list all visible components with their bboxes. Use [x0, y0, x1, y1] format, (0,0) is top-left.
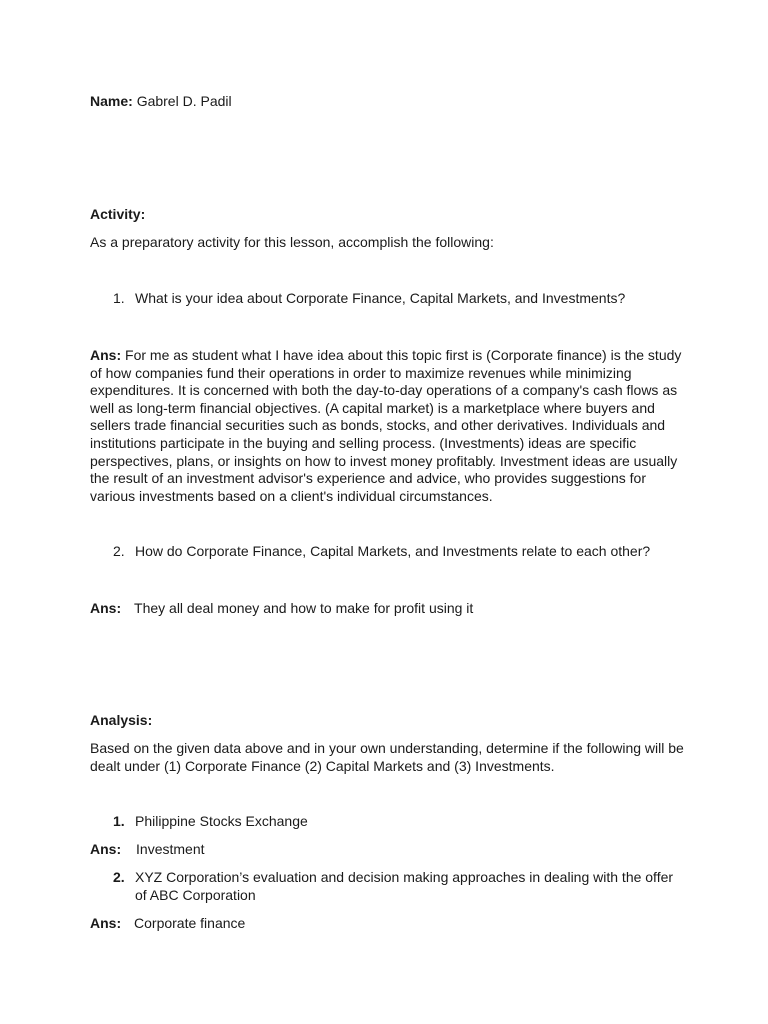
analysis-item-2-line: of ABC Corporation — [135, 886, 256, 903]
analysis-heading: Analysis: — [90, 712, 153, 728]
answer-1-line: institutions participate in the buying and selling process. (Investments) ideas are specific — [90, 434, 637, 451]
analysis-answer-2-text: Corporate finance — [134, 915, 246, 931]
analysis-item-1-number: 1. — [113, 813, 125, 829]
analysis-answer-2-label: Ans: — [90, 915, 122, 931]
answer-1-line: expenditures. It is concerned with both the day-to-day operations of a company's cash flows as — [90, 382, 678, 399]
name-value: Gabrel D. Padil — [136, 93, 232, 109]
analysis-item-2-line: XYZ Corporation’s evaluation and decision making approaches in dealing with the offer — [135, 869, 674, 885]
question-1-text: What is your idea about Corporate Finance, Capital Markets, and Investments? — [135, 290, 626, 306]
question-2-number: 2. — [113, 543, 125, 559]
analysis-item-2-number: 2. — [113, 869, 125, 885]
answer-1-line: the result of an investment advisor's experience and advice, who provides suggestions for — [90, 470, 646, 487]
activity-intro: As a preparatory activity for this lesson, accomplish the following: — [90, 234, 494, 250]
activity-heading: Activity: — [90, 206, 146, 222]
analysis-answer-2 — [90, 915, 690, 933]
answer-1-line: For me as student what I have idea about this topic first is (Corporate finance) is the study — [121, 347, 682, 363]
answer-1-line: perspectives, plans, or insights on how to invest money profitably. Investment ideas are usually — [90, 452, 678, 469]
analysis-answer-1-text: Investment — [136, 841, 205, 857]
answer-1-line: sellers trade financial securities such as bonds, stocks, and other derivatives. Individuals and — [90, 417, 666, 434]
answer-1-label: Ans: — [90, 347, 122, 363]
name-line — [90, 93, 690, 111]
answer-1-line: well as long-term financial objectives. (A capital market) is a marketplace where buyers and — [90, 399, 655, 416]
analysis-answer-1 — [90, 841, 690, 859]
analysis-intro-line: dealt under (1) Corporate Finance (2) Capital Markets and (3) Investments. — [90, 757, 555, 774]
question-2-text: How do Corporate Finance, Capital Markets, and Investments relate to each other? — [135, 543, 651, 559]
answer-2 — [90, 600, 690, 618]
name-label: Name: — [90, 93, 133, 109]
answer-1-line: various investments based on a client's individual circumstances. — [90, 487, 493, 504]
analysis-item-2-text — [135, 869, 695, 904]
analysis-answer-1-label: Ans: — [90, 841, 122, 857]
analysis-intro — [90, 740, 690, 775]
question-1-number: 1. — [113, 290, 125, 306]
analysis-item-1-text: Philippine Stocks Exchange — [135, 813, 308, 829]
analysis-intro-line: Based on the given data above and in your own understanding, determine if the following will be — [90, 740, 684, 756]
answer-2-label: Ans: — [90, 600, 122, 616]
answer-1 — [90, 347, 700, 505]
answer-2-text: They all deal money and how to make for profit using it — [134, 600, 474, 616]
answer-1-line: of how companies fund their operations in order to maximize revenues while minimizing — [90, 364, 632, 381]
